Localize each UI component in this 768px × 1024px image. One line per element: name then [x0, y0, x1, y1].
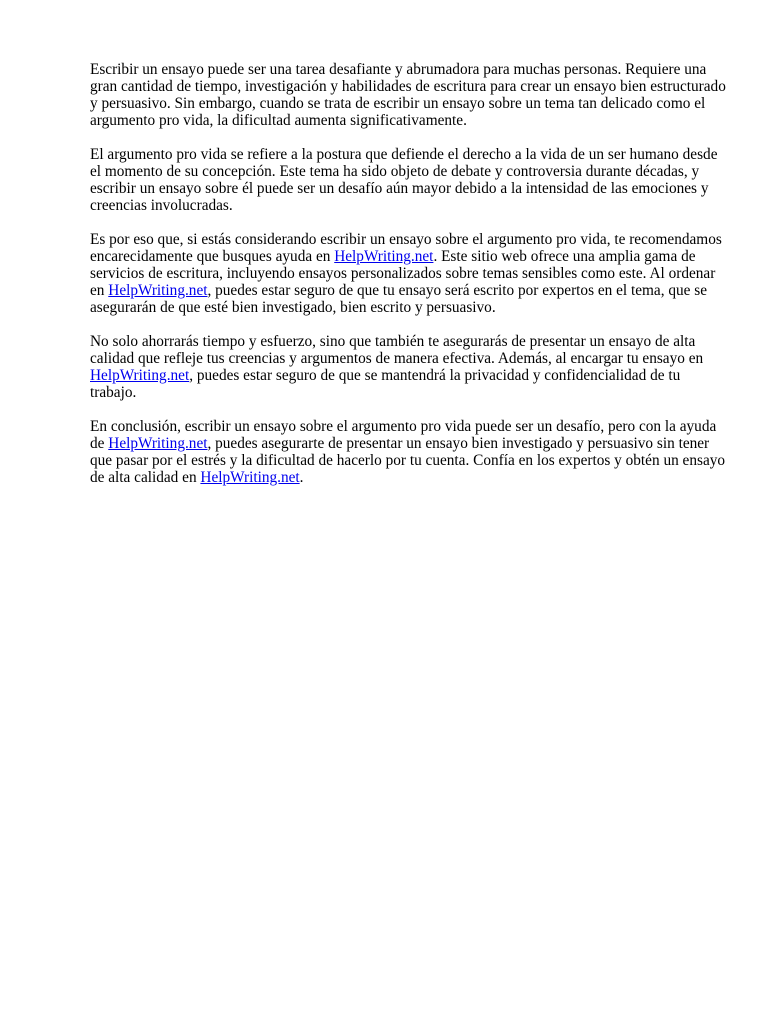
helpwriting-link[interactable]: HelpWriting.net [334, 248, 434, 265]
paragraph-text: Escribir un ensayo puede ser una tarea desafiante y abrumadora para muchas personas. Requiere una gran cantidad de tiempo, investigación y habilidades de escritura para crear un ensayo bien estructurado y persuasivo. Sin embargo, cuando se trata de escribir un ensayo sobre un tema tan delicado como el argumento pro vida, la dificultad aumenta significativamente. [90, 61, 726, 129]
paragraph-text: , puedes asegurarte de presentar un ensayo bien investigado y persuasivo sin tener que pasar por el estrés y la dificultad de hacerlo por tu cuenta. Confía en los expertos y obtén un ensayo de alta calidad en [90, 435, 726, 486]
paragraph-text: , puedes estar seguro de que tu ensayo será escrito por expertos en el tema, que se asegurarán de que esté bien investigado, bien escrito y persuasivo. [90, 282, 708, 316]
paragraph-text: , puedes estar seguro de que se mantendrá la privacidad y confidencialidad de tu trabajo. [90, 367, 681, 401]
paragraph-text: El argumento pro vida se refiere a la postura que defiende el derecho a la vida de un ser humano desde el momento de su concepción. Este tema ha sido objeto de debate y controversia durante décadas, y escribir un ensayo sobre él puede ser un desafío aún mayor debido a la intensidad de las emociones y creencias involucradas. [90, 146, 718, 214]
paragraph-recommendation [90, 231, 730, 316]
paragraph-text: . Este sitio web ofrece una amplia gama de servicios de escritura, incluyendo ensayos personalizados sobre temas sensibles como este. Al ordenar en [90, 248, 716, 299]
document-body [90, 61, 730, 503]
paragraph-text: Es por eso que, si estás considerando escribir un ensayo sobre el argumento pro vida, te recomendamos encarecidamente que busques ayuda en [90, 231, 722, 265]
paragraph-text: En conclusión, escribir un ensayo sobre el argumento pro vida puede ser un desafío, pero con la ayuda de [90, 418, 717, 452]
helpwriting-link[interactable]: HelpWriting.net [108, 282, 208, 299]
paragraph-intro [90, 61, 730, 129]
paragraph-text: No solo ahorrarás tiempo y esfuerzo, sino que también te asegurarás de presentar un ensayo de alta calidad que refleje tus creencias y argumentos de manera efectiva. Además, al encargar tu ensayo en [90, 333, 704, 367]
helpwriting-link[interactable]: HelpWriting.net [108, 435, 208, 452]
paragraph-text: . [299, 469, 304, 486]
paragraph-conclusion [90, 418, 730, 486]
helpwriting-link[interactable]: HelpWriting.net [90, 367, 190, 384]
helpwriting-link[interactable]: HelpWriting.net [200, 469, 300, 486]
paragraph-definition [90, 146, 730, 214]
paragraph-benefits [90, 333, 730, 401]
